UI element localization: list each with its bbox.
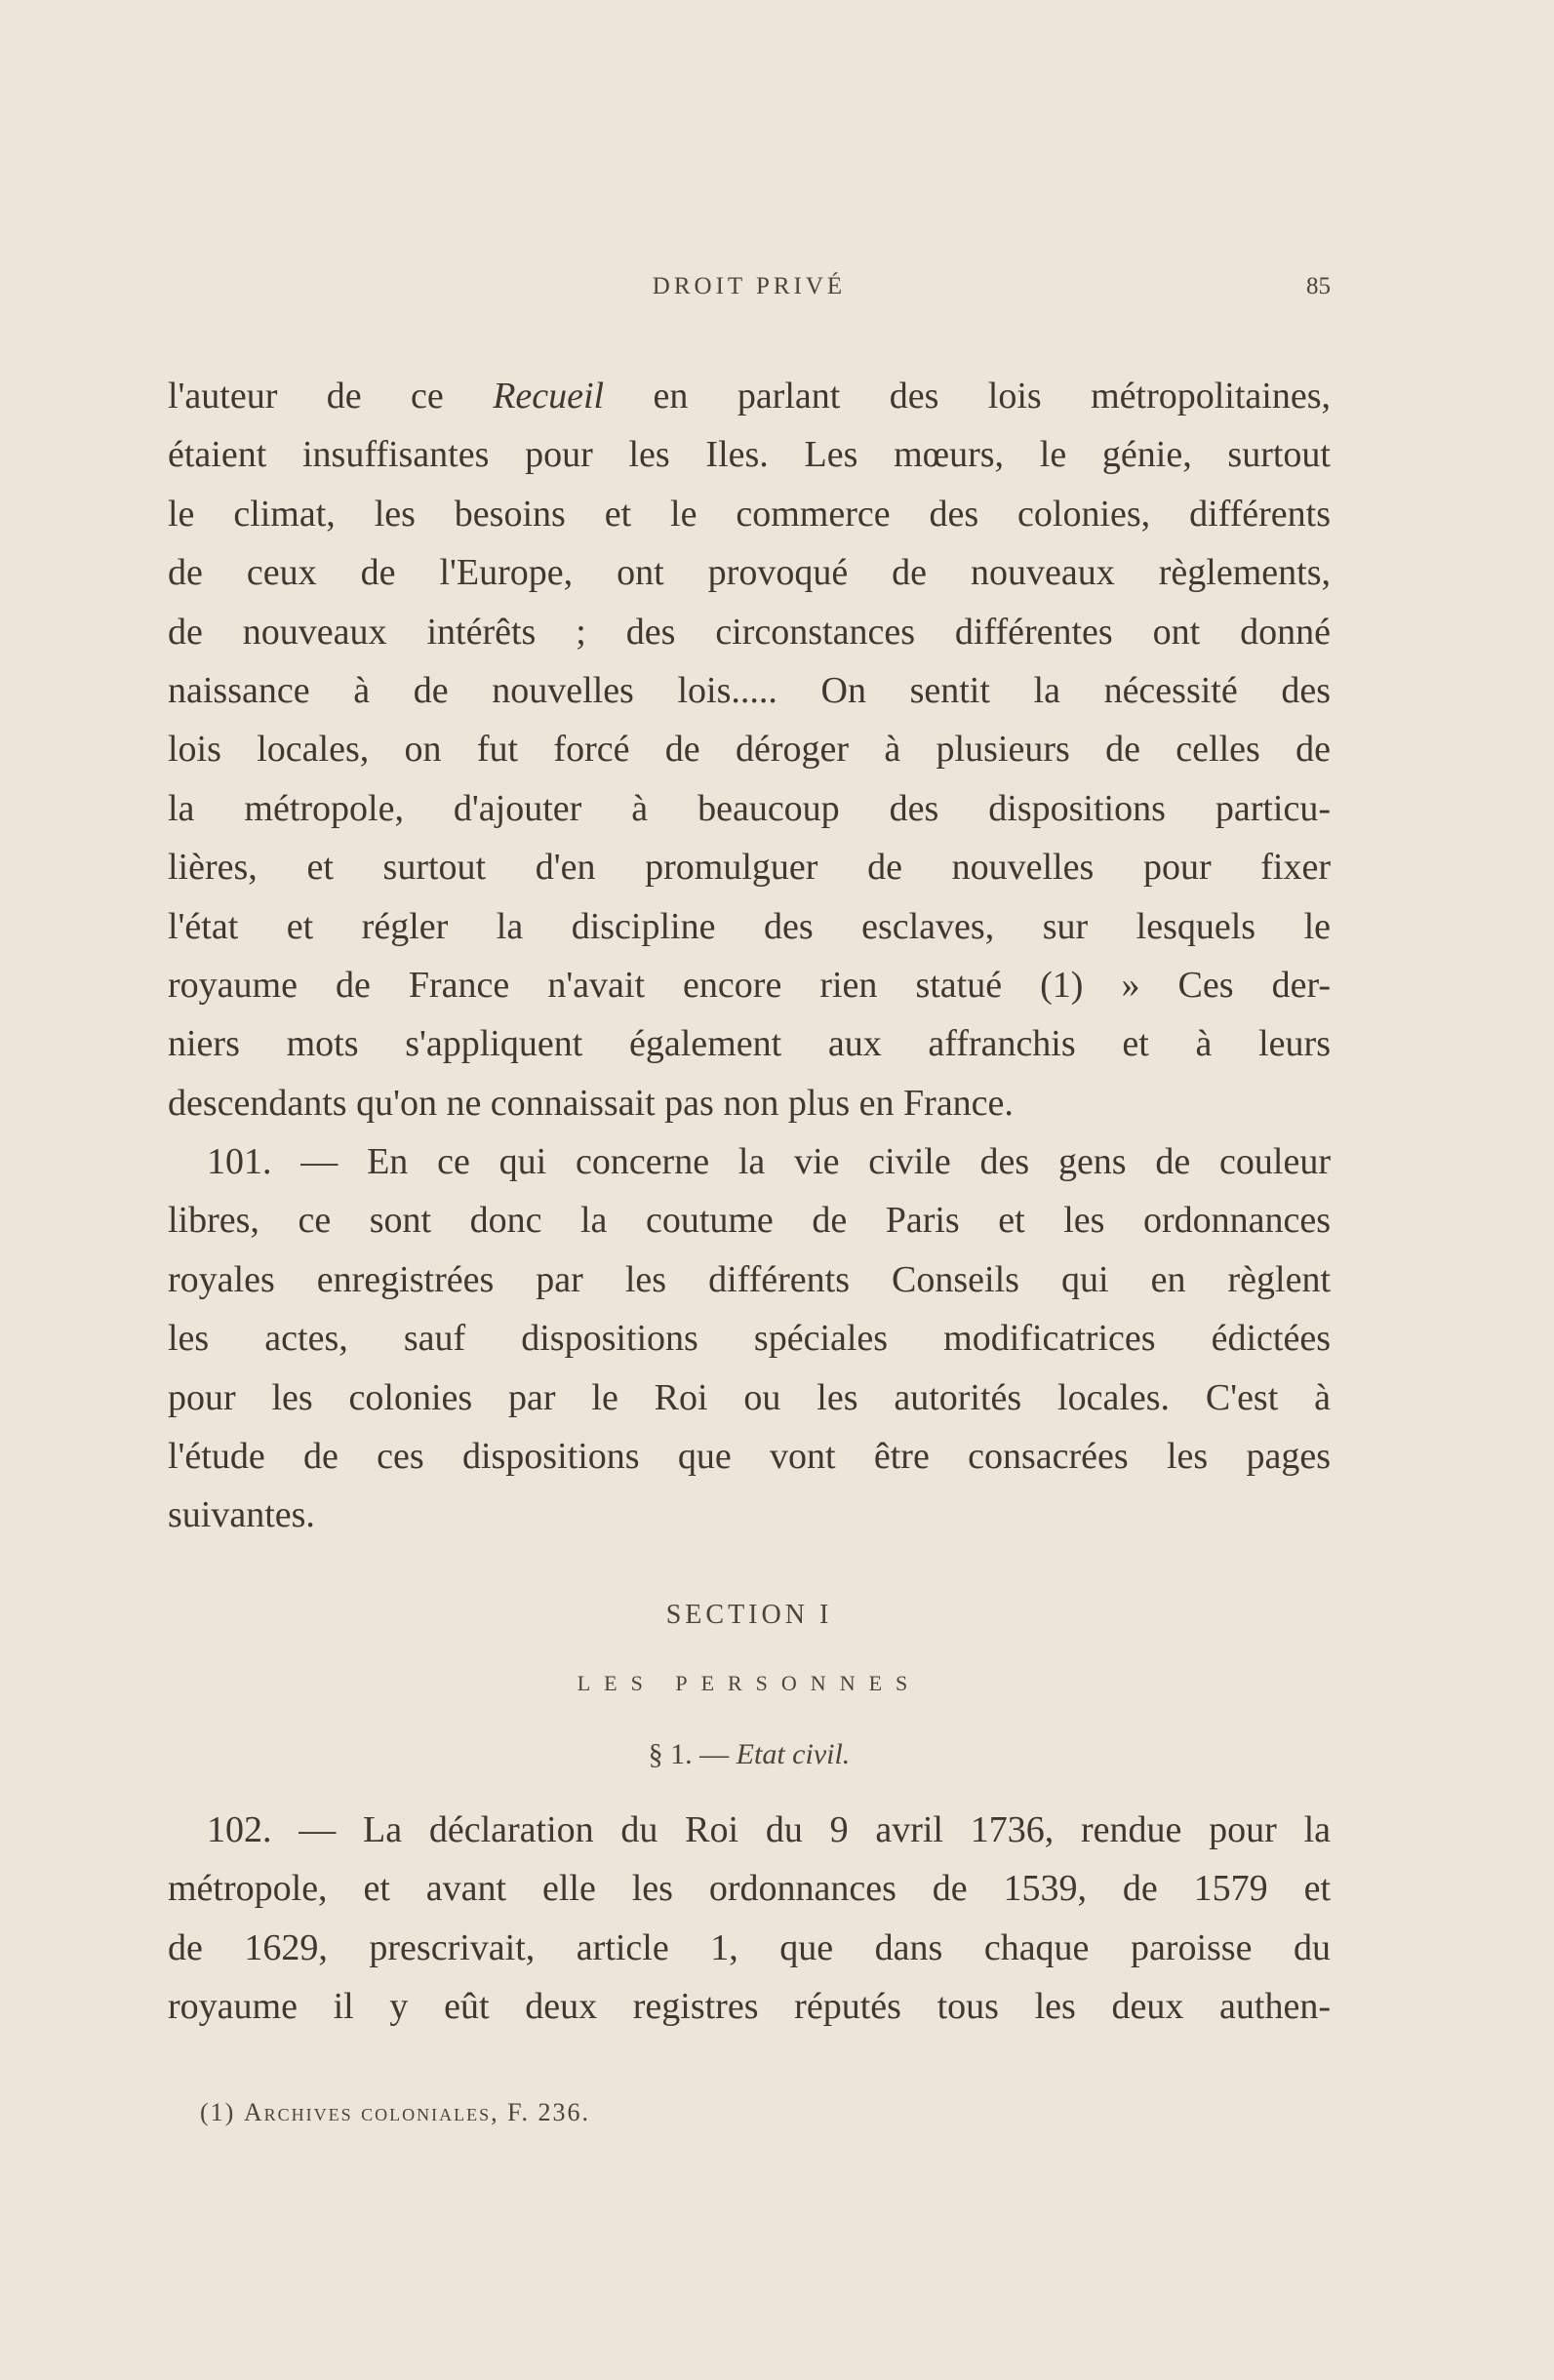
text-line: métropole, et avant elle les ordonnances de 1539, de 1579 et	[168, 1868, 1331, 1910]
text-line: royales enregistrées par les différents Conseils qui en règlent	[168, 1258, 1331, 1300]
text-line: de 1629, prescrivait, article 1, que dans chaque paroisse du	[168, 1926, 1331, 1968]
text-line: libres, ce sont donc la coutume de Paris et les ordonnances	[168, 1200, 1331, 1242]
text-line: 101. — En ce qui concerne la vie civile des gens de couleur	[207, 1141, 1331, 1183]
footnote-text: Archives coloniales, F. 236.	[243, 2098, 590, 2126]
text-line: l'étude de ces dispositions que vont être consacrées les pages	[168, 1436, 1331, 1478]
text-line: la métropole, d'ajouter à beaucoup des dispositions particu-	[168, 787, 1331, 829]
text-line: naissance à de nouvelles lois..... On sentit la nécessité des	[168, 669, 1331, 711]
page-number: 85	[1306, 273, 1331, 299]
text-line: lières, et surtout d'en promulguer de nouvelles pour fixer	[168, 847, 1331, 889]
paragraph-continuation	[168, 367, 1331, 1545]
text-line: les actes, sauf dispositions spéciales modificatrices édictées	[168, 1318, 1331, 1360]
text-line: royaume de France n'avait encore rien statué (1) » Ces der-	[168, 964, 1331, 1006]
text-line: de nouveaux intérêts ; des circonstances différentes ont donné	[168, 611, 1331, 653]
text-line: royaume il y eût deux registres réputés tous les deux authen-	[168, 1986, 1331, 2028]
running-header	[168, 273, 1331, 312]
footnote-marker: (1)	[200, 2098, 236, 2126]
text-line: l'auteur de ce Recueil en parlant des lois métropolitaines,	[168, 376, 1331, 416]
text-line: pour les colonies par le Roi ou les autorités locales. C'est à	[168, 1376, 1331, 1418]
section-subheading: LES PERSONNES	[577, 1671, 922, 1695]
subsection-heading	[168, 1738, 1331, 1771]
text-line: niers mots s'appliquent également aux affranchis et à leurs	[168, 1023, 1331, 1065]
text-line: descendants qu'on ne connaissait pas non plus en France.	[168, 1082, 1014, 1124]
italic-title: Recueil	[493, 376, 605, 416]
text-line: de ceux de l'Europe, ont provoqué de nouveaux règlements,	[168, 552, 1331, 594]
text-line: étaient insuffisantes pour les Iles. Les mœurs, le génie, surtout	[168, 434, 1331, 476]
text-line: suivantes.	[168, 1494, 315, 1536]
text-line: l'état et régler la discipline des esclaves, sur lesquels le	[168, 905, 1331, 947]
text-line: 102. — La déclaration du Roi du 9 avril 1736, rendue pour la	[207, 1809, 1331, 1850]
footnote	[200, 2098, 590, 2127]
paragraph-102	[168, 1801, 1331, 2037]
text-line: lois locales, on fut forcé de déroger à plusieurs de celles de	[168, 729, 1331, 771]
section-heading: SECTION I	[665, 1600, 833, 1630]
subsection-title: Etat civil.	[736, 1738, 851, 1770]
text-line: le climat, les besoins et le commerce des colonies, différents	[168, 493, 1331, 535]
running-title: DROIT PRIVÉ	[652, 273, 847, 299]
subsection-number: § 1. —	[648, 1738, 730, 1770]
